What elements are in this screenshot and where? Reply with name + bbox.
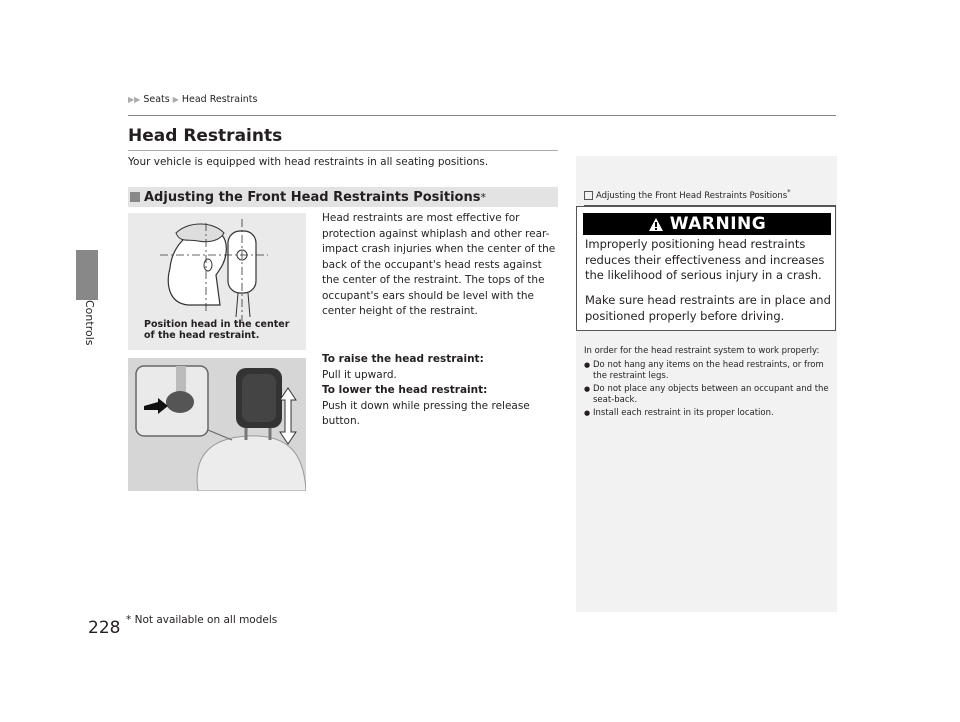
section-asterisk: * <box>480 190 486 204</box>
section-heading <box>128 187 558 207</box>
warning-box <box>576 206 836 331</box>
sidebar-notes <box>584 346 829 420</box>
adjust-instructions <box>322 352 560 430</box>
breadcrumb-parent[interactable]: Seats <box>143 94 170 105</box>
raise-heading: To raise the head restraint: <box>322 353 484 365</box>
warning-triangle-icon <box>648 217 664 232</box>
raise-text: Pull it upward. <box>322 368 397 381</box>
headrest-adjust-illustration <box>128 358 306 491</box>
section-tab-marker <box>76 250 98 300</box>
section-heading-text: Adjusting the Front Head Restraints Positions <box>144 189 481 205</box>
lower-text: Push it down while pressing the release button. <box>322 399 530 427</box>
lower-heading: To lower the head restraint: <box>322 384 488 396</box>
warning-banner <box>583 213 831 235</box>
note-ref-icon <box>584 191 593 200</box>
footnote: * Not available on all models <box>126 614 278 626</box>
sidebar-note-heading: Adjusting the Front Head Restraints Positions* <box>584 188 836 206</box>
warning-text-1: Improperly positioning head restraints reduces their effectiveness and increases the likelihood of serious injury in a crash. <box>585 237 825 282</box>
breadcrumb-arrow-icon: ▶▶ <box>128 95 141 104</box>
head-position-figure <box>128 213 306 350</box>
list-item: ● Do not place any objects between an occupant and the seat-back. <box>584 384 829 407</box>
headrest-adjust-figure <box>128 358 306 491</box>
intro-text: Your vehicle is equipped with head restraints in all seating positions. <box>128 156 489 168</box>
header-divider <box>128 115 836 116</box>
section-square-icon <box>130 192 140 202</box>
section-tab-label: Controls <box>83 300 96 346</box>
warning-label: WARNING <box>669 214 767 234</box>
page-title: Head Restraints <box>128 126 283 146</box>
breadcrumb-arrow-icon: ▶ <box>172 95 179 104</box>
sidebar-lead: In order for the head restraint system to work properly: <box>584 346 820 356</box>
figure-caption: Position head in the center of the head restraint. <box>144 319 290 341</box>
list-item: ● Do not hang any items on the head restraints, or from the restraint legs. <box>584 360 829 383</box>
breadcrumb-current: Head Restraints <box>181 94 258 105</box>
breadcrumb <box>128 94 257 105</box>
page-number: 228 <box>88 618 121 638</box>
body-paragraph: Head restraints are most effective for protection against whiplash and other rear-impact crash injuries when the center of the back of the occupant's head rests against the center of the restraint. The tops of the occupant's ears should be level with the center height of the restraint. <box>322 212 556 317</box>
warning-text-2: Make sure head restraints are in place and positioned properly before driving. <box>585 293 831 323</box>
list-item: ● Install each restraint in its proper location. <box>584 408 829 420</box>
title-divider <box>128 150 558 151</box>
